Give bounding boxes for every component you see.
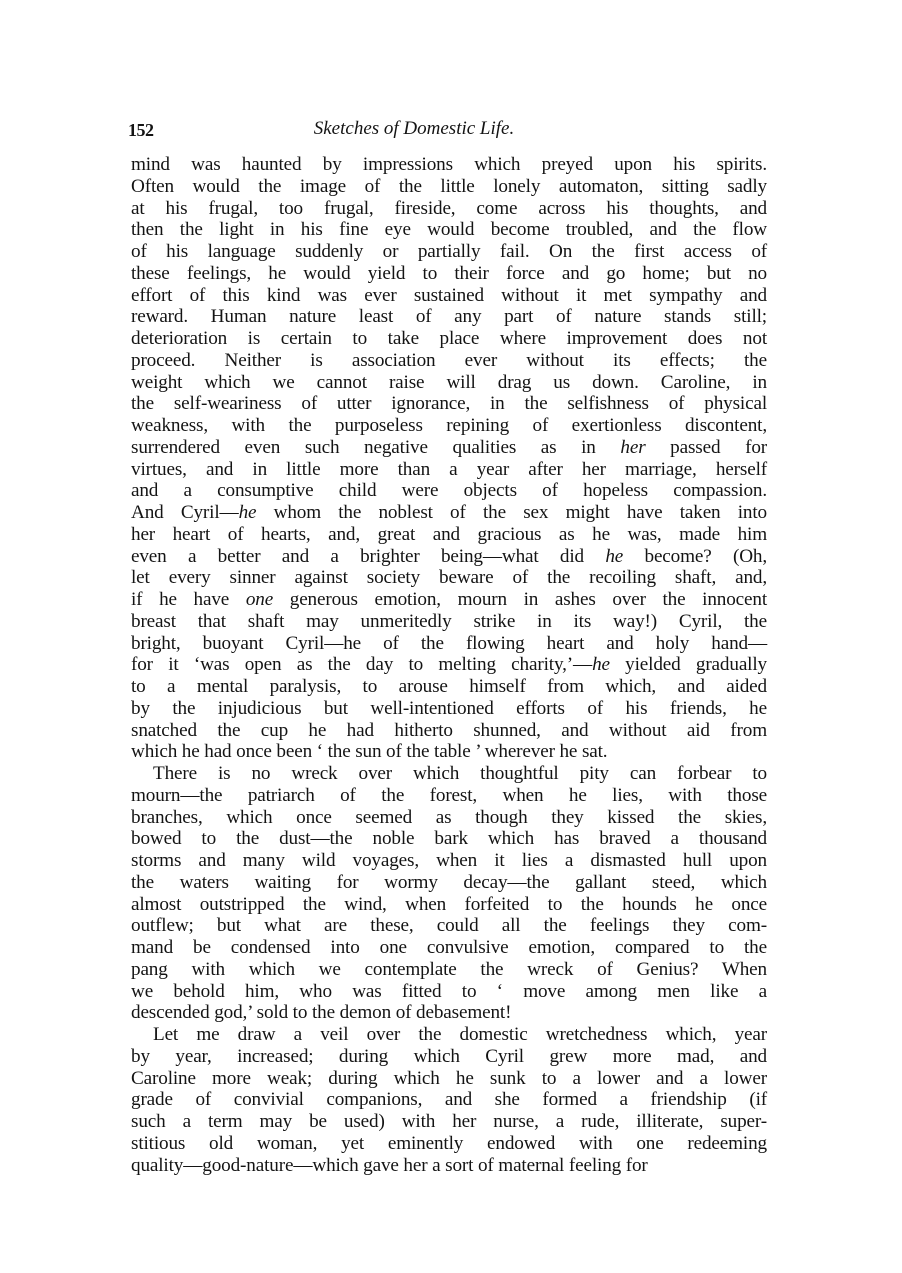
text-line: virtues, and in little more than a year after her marriage, herself — [131, 458, 767, 480]
text-line: of his language suddenly or partially fail. On the first access of — [131, 241, 767, 262]
paragraph — [131, 154, 767, 763]
text-line: quality—good-nature—which gave her a sort of maternal feeling for — [131, 1154, 648, 1176]
text-line: weight which we cannot raise will drag us down. Caroline, in — [131, 371, 767, 393]
text-line: and a consumptive child were objects of hopeless compassion. — [131, 480, 767, 502]
text-line: bright, buoyant Cyril—he of the flowing heart and holy hand— — [131, 632, 767, 654]
text-line: descended god,’ sold to the demon of debasement! — [131, 1002, 512, 1024]
paragraph — [131, 1024, 767, 1176]
text-line: mind was haunted by impressions which preyed upon his spirits. — [131, 154, 767, 175]
text-line: pang with which we contemplate the wreck of Genius? When — [131, 958, 767, 980]
running-head — [128, 118, 767, 146]
text-line: And Cyril—he whom the noblest of the sex might have taken into — [131, 502, 767, 523]
text-line: by the injudicious but well-intentioned efforts of his friends, he — [131, 697, 767, 719]
italic-emphasis: her — [620, 436, 646, 458]
text-line: to a mental paralysis, to arouse himself from which, and aided — [131, 676, 767, 697]
text-line: outflew; but what are these, could all the feelings they com- — [131, 915, 767, 937]
text-line: these feelings, he would yield to their force and go home; but no — [131, 262, 767, 284]
text-line: breast that shaft may unmeritedly strike in its way!) Cyril, the — [131, 610, 767, 632]
text-line: mand be condensed into one convulsive emotion, compared to the — [131, 937, 767, 958]
text-line: even a better and a brighter being—what did he become? (Oh, — [131, 545, 768, 567]
italic-emphasis: one — [245, 589, 274, 610]
text-line: then the light in his fine eye would become troubled, and the flow — [131, 219, 767, 241]
text-line: stitious old woman, yet eminently endowed with one redeeming — [131, 1132, 767, 1154]
text-line: There is no wreck over which thoughtful pity can forbear to — [153, 763, 767, 784]
text-line: for it ‘was open as the day to melting charity,’—he yielded gradually — [131, 654, 767, 676]
text-line: almost outstripped the wind, when forfeited to the hounds he once — [131, 893, 767, 915]
text-line: if he have one generous emotion, mourn in ashes over the innocent — [131, 589, 768, 610]
text-line: grade of convivial companions, and she formed a friendship (if — [131, 1089, 767, 1111]
text-line: let every sinner against society beware of the recoiling shaft, and, — [131, 567, 767, 589]
text-line: Caroline more weak; during which he sunk to a lower and a lower — [131, 1067, 767, 1089]
text-line: her heart of hearts, and, great and gracious as he was, made him — [131, 523, 767, 545]
text-line: by year, increased; during which Cyril grew more mad, and — [131, 1045, 767, 1067]
text-line: branches, which once seemed as though they kissed the skies, — [131, 806, 767, 828]
italic-emphasis: he — [238, 502, 257, 523]
text-line: such a term may be used) with her nurse, a rude, illiterate, super- — [131, 1111, 767, 1132]
page-number: 152 — [128, 120, 154, 140]
text-line: Often would the image of the little lonely automaton, sitting sadly — [131, 175, 767, 197]
italic-emphasis: he — [592, 654, 610, 676]
text-line: which he had once been ‘ the sun of the table ’ wherever he sat. — [131, 741, 608, 763]
text-line: surrendered even such negative qualities as in her passed for — [131, 436, 767, 458]
text-line: at his frugal, too frugal, fireside, come across his thoughts, and — [131, 197, 767, 219]
text-line: Let me draw a veil over the domestic wretchedness which, year — [153, 1024, 767, 1045]
text-line: bowed to the dust—the noble bark which has braved a thousand — [131, 828, 767, 850]
text-line: proceed. Neither is association ever without its effects; the — [131, 349, 767, 371]
paragraph — [131, 763, 767, 1024]
text-line: weakness, with the purposeless repining of exertionless discontent, — [131, 415, 767, 436]
running-title: Sketches of Domestic Life. — [313, 118, 515, 139]
italic-emphasis: he — [605, 545, 624, 567]
text-line: reward. Human nature least of any part of nature stands still; — [131, 306, 767, 328]
text-line: the waters waiting for wormy decay—the gallant steed, which — [131, 871, 767, 893]
text-line: effort of this kind was ever sustained without it met sympathy and — [131, 284, 767, 306]
text-line: deterioration is certain to take place where improvement does not — [131, 328, 767, 349]
text-line: snatched the cup he had hitherto shunned, and without aid from — [131, 719, 767, 741]
text-line: storms and many wild voyages, when it lies a dismasted hull upon — [131, 850, 767, 871]
book-page — [128, 118, 768, 1176]
text-line: mourn—the patriarch of the forest, when he lies, with those — [131, 784, 767, 806]
text-line: we behold him, who was fitted to ‘ move among men like a — [131, 980, 767, 1002]
text-line: the self-weariness of utter ignorance, in the selfishness of physical — [131, 393, 767, 415]
body-text — [131, 154, 767, 1176]
